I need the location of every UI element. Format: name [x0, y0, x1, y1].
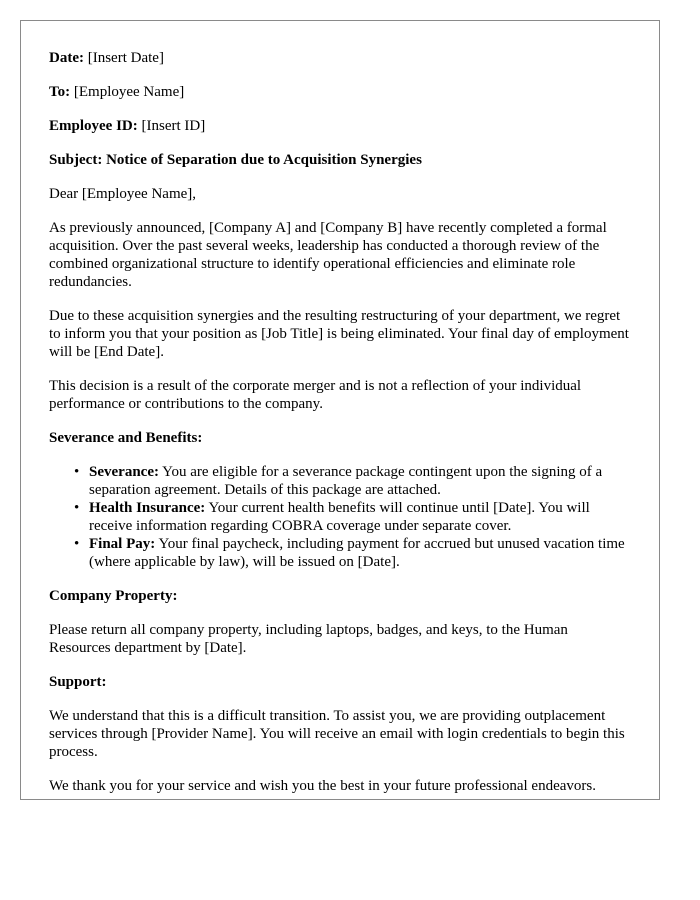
benefits-list	[49, 463, 631, 571]
subject-line: Subject: Notice of Separation due to Acquisition Synergies	[49, 152, 422, 168]
bullet-icon: •	[74, 464, 80, 480]
employee-id-label: Employee ID:	[49, 118, 138, 134]
list-item-severance	[74, 463, 631, 499]
bullet-icon: •	[74, 536, 80, 552]
decision-paragraph: This decision is a result of the corporate merger and is not a reflection of your individual performance or contributions to the company.	[49, 378, 582, 412]
date-value: [Insert Date]	[87, 50, 164, 66]
to-line	[49, 83, 631, 101]
final-pay-text: Your final paycheck, including payment for accrued but unused vacation time (where applicable by law), will be issued on [Date].	[89, 536, 625, 570]
final-pay-term: Final Pay:	[89, 536, 156, 552]
support-heading: Support:	[49, 674, 107, 690]
health-insurance-text: Your current health benefits will continue until [Date]. You will receive information regarding COBRA coverage under separate cover.	[89, 500, 590, 534]
severance-term: Severance:	[89, 464, 159, 480]
closing-paragraph: We thank you for your service and wish you the best in your future professional endeavors.	[49, 778, 596, 794]
severance-text: You are eligible for a severance package contingent upon the signing of a separation agreement. Details of this package are attached.	[89, 464, 603, 498]
to-value: [Employee Name]	[73, 84, 185, 100]
intro-paragraph: As previously announced, [Company A] and [Company B] have recently completed a formal acquisition. Over the past several weeks, leadership has conducted a thorough review of the combined organizational structure to identify operational efficiencies and eliminate role redundancies.	[49, 220, 607, 290]
date-label: Date:	[49, 50, 84, 66]
elimination-paragraph: Due to these acquisition synergies and the resulting restructuring of your department, we regret to inform you that your position as [Job Title] is being eliminated. Your final day of employment will be [End Date].	[49, 308, 629, 360]
list-item-health-insurance	[74, 499, 631, 535]
company-property-heading: Company Property:	[49, 588, 178, 604]
severance-heading: Severance and Benefits:	[49, 430, 203, 446]
employee-id-value: [Insert ID]	[141, 118, 206, 134]
employee-id-line	[49, 117, 631, 135]
bullet-icon: •	[74, 500, 80, 516]
health-insurance-term: Health Insurance:	[89, 500, 206, 516]
to-label: To:	[49, 84, 71, 100]
salutation: Dear [Employee Name],	[49, 186, 197, 202]
list-item-final-pay	[74, 535, 631, 571]
company-property-paragraph: Please return all company property, including laptops, badges, and keys, to the Human Resources department by [Date].	[49, 622, 568, 656]
support-paragraph: We understand that this is a difficult transition. To assist you, we are providing outplacement services through [Provider Name]. You will receive an email with login credentials to begin this process.	[49, 708, 625, 760]
letter-page	[20, 20, 660, 800]
date-line	[49, 49, 631, 67]
